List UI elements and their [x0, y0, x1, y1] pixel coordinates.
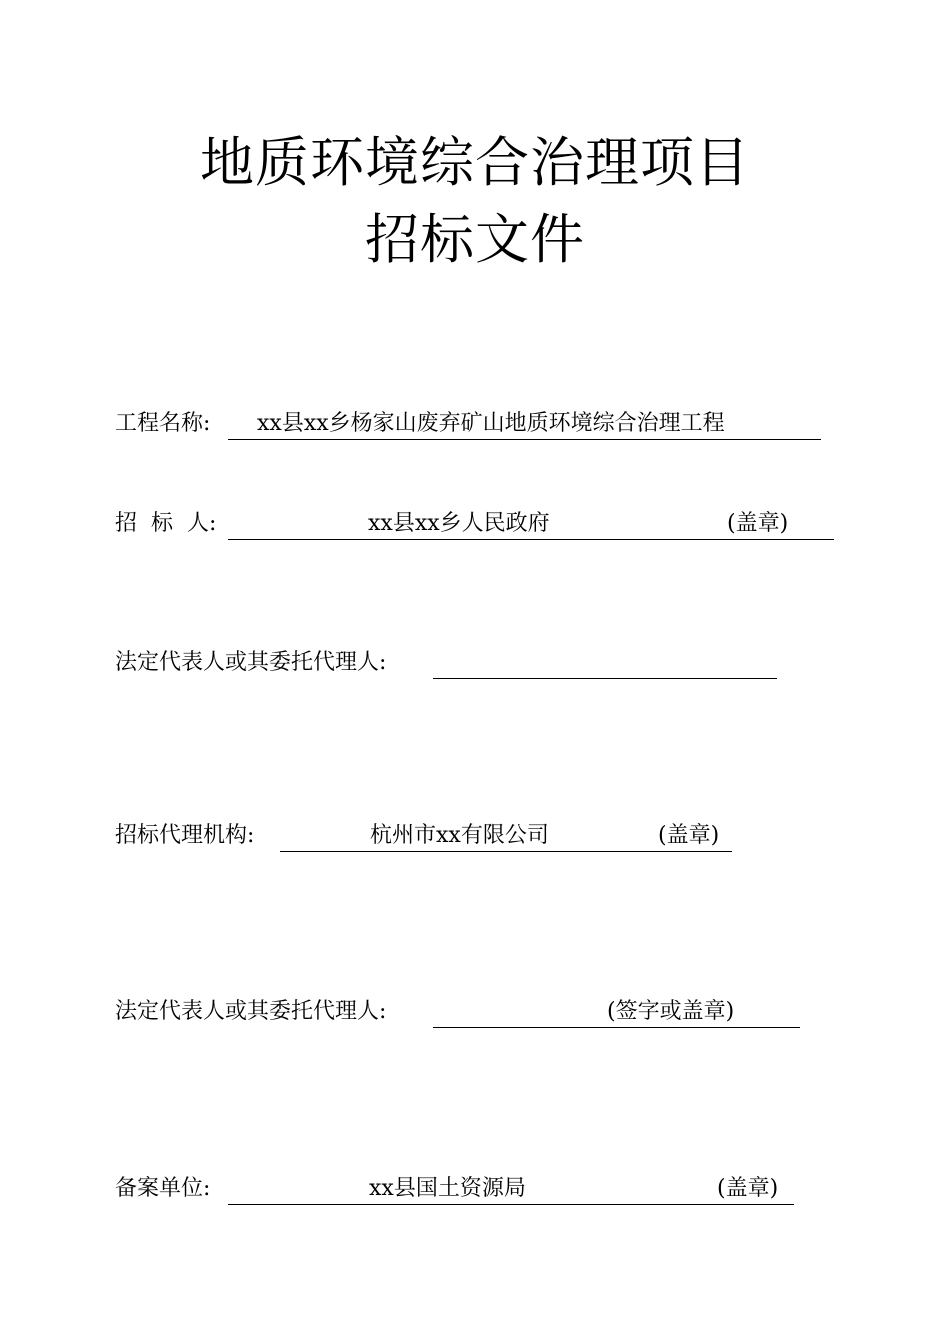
legal-rep-1-underline: [433, 648, 777, 679]
filing-unit-row: [115, 1174, 835, 1208]
agency-label: 招标代理机构:: [115, 823, 255, 848]
agency-seal: (盖章): [658, 823, 720, 848]
tenderer-seal: (盖章): [727, 511, 789, 536]
tenderer-row: [115, 509, 835, 543]
legal-rep-2-label: 法定代表人或其委托代理人:: [115, 999, 387, 1024]
agency-row: [115, 821, 835, 855]
legal-rep-2-seal: (签字或盖章): [607, 999, 735, 1024]
filing-unit-seal: (盖章): [717, 1176, 779, 1201]
project-name-row: [115, 409, 835, 443]
document-title: 地质环境综合治理项目: [200, 131, 750, 194]
filing-unit-label: 备案单位:: [115, 1176, 211, 1201]
legal-rep-1-label: 法定代表人或其委托代理人:: [115, 650, 387, 675]
agency-value: 杭州市xx有限公司: [370, 823, 549, 848]
filing-unit-value: xx县国土资源局: [369, 1176, 526, 1201]
project-name-label: 工程名称:: [115, 411, 211, 436]
legal-rep-1-row: [115, 648, 835, 682]
project-name-value: xx县xx乡杨家山废弃矿山地质环境综合治理工程: [257, 411, 725, 436]
document-subtitle: 招标文件: [365, 208, 585, 271]
tenderer-label: 招 标 人:: [115, 511, 217, 536]
legal-rep-2-row: [115, 997, 835, 1031]
tenderer-value: xx县xx乡人民政府: [368, 511, 550, 536]
